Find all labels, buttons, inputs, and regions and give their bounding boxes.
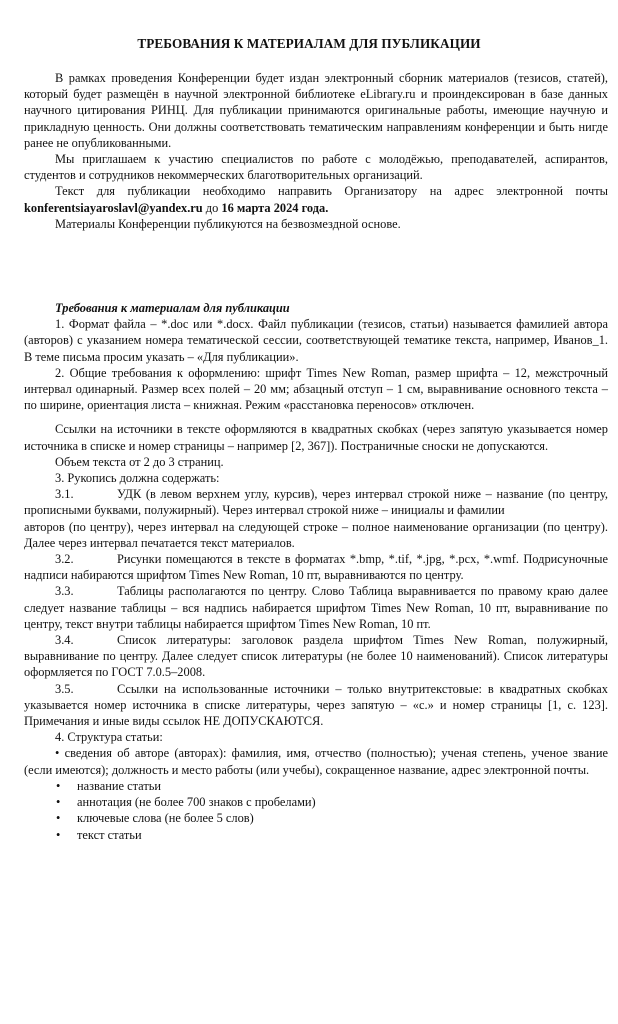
intro-paragraph-conference: В рамках проведения Конференции будет издан электронный сборник материалов (тезисов, статей), который будет размещён в научной электронной библиотеке eLibrary.ru и проиндексирован в базе данных научного цитирования РИНЦ. Для публикации принимаются оригинальные работы, имеющие научную и прикладную ценность. Они должны соответствовать тематическим направлениям конференции и быть нигде ранее не опубликованными. [24, 71, 608, 150]
list-item: • текст статьи [24, 827, 608, 843]
structure-bullet-list [24, 778, 608, 843]
document-title: ТРЕБОВАНИЯ К МАТЕРИАЛАМ ДЛЯ ПУБЛИКАЦИИ [137, 36, 481, 51]
deadline-date: 16 марта 2024 года. [221, 200, 329, 215]
subsection-3-3-number: 3.3. [55, 584, 74, 599]
email-address[interactable]: konferentsiayaroslavl@yandex.ru [24, 200, 203, 215]
subsection-3-2-number: 3.2. [55, 552, 74, 567]
subsection-3-5 [24, 681, 608, 730]
subsection-3-2-text: Рисунки помещаются в тексте в форматах *.bmp, *.tif, *.jpg, *.pcx, *.wmf. Подрисуночные надписи набираются шрифтом Times New Roman, 10 пт, выравниваются по центру. [24, 552, 608, 583]
submission-text: Текст для публикации необходимо направить Организатору на адрес электронной почты [55, 184, 608, 199]
subsection-3-1-number: 3.1. [55, 487, 74, 502]
subsection-3-2 [24, 551, 608, 583]
subsection-3-4-number: 3.4. [55, 633, 74, 648]
subsection-3-5-number: 3.5. [55, 681, 74, 696]
subsection-3-1 [24, 486, 608, 518]
subsection-3-3 [24, 583, 608, 632]
intro-paragraph-invitation: Мы приглашаем к участию специалистов по работе с молодёжью, преподавателей, аспирантов, студентов и сотрудников некоммерческих благотворительных организаций. [24, 152, 608, 183]
subsection-3-4-text: Список литературы: заголовок раздела шрифтом Times New Roman, полужирный, выравнивание по центру. Далее следует список литературы (не более 10 наименований). Список литературы оформляется по ГОСТ 7.0.5–2008. [24, 633, 608, 680]
subsection-3-5-text: Ссылки на использованные источники – только внутритекстовые: в квадратных скобках указывается номер источника в списке литературы, через запятую – «с.» и номер страницы [1, с. 123]. Примечания и иные виды ссылок НЕ ДОПУСКАЮТСЯ. [24, 681, 608, 729]
requirements-section [24, 300, 608, 843]
structure-author-info: • сведения об авторе (авторах): фамилия, имя, отчество (полностью); ученая степень, ученое звание (если имеются); должность и место работы (или учебы), сокращенное название, адрес электронной почты. [24, 746, 608, 777]
requirement-references: Ссылки на источники в тексте оформляются в квадратных скобках (через запятую указывается номер источника в списке и номер страницы – например [2, 367]). Постраничные сноски не допускаются. [24, 422, 608, 453]
subsection-3-4 [24, 632, 608, 681]
requirement-structure: 4. Структура статьи: [55, 730, 163, 745]
intro-section [24, 70, 608, 232]
subsection-3-3-text: Таблицы располагаются по центру. Слово Таблица выравнивается по правому краю далее следует название таблицы – вся надпись набирается шрифтом Times New Roman, 10 пт, выравнивание по центру, текст внутри таблицы набирается шрифтом Times New Roman, 10 пт. [24, 584, 608, 631]
subsection-3-1-text: УДК (в левом верхнем углу, курсив), через интервал строкой ниже – название (по центру, прописными буквами, полужирный). Через интервал строкой ниже – инициалы и фамилии [24, 487, 608, 518]
requirement-volume: Объем текста от 2 до 3 страниц. [55, 454, 224, 469]
submission-until: до [202, 200, 222, 215]
requirement-formatting: 2. Общие требования к оформлению: шрифт Times New Roman, размер шрифта – 12, межстрочный интервал одинарный. Размер всех полей – 20 мм; абзацный отступ – 1 см, выравнивание основного текста – по ширине, ориентация листа – книжная. Режим «расстановка переносов» отключен. [24, 365, 608, 413]
requirement-file-format: 1. Формат файла – *.doc или *.docx. Файл публикации (тезисов, статьи) называется фамилией автора (авторов) с указанием номера тематической сессии, соответствующей тематике текста, например, Иванов_1. В теме письма просим указать – «Для публикации». [24, 317, 608, 364]
requirements-heading: Требования к материалам для публикации [55, 301, 290, 315]
list-item: • аннотация (не более 700 знаков с пробелами) [24, 794, 608, 810]
requirement-manuscript: 3. Рукопись должна содержать: [55, 471, 220, 486]
list-item: • ключевые слова (не более 5 слов) [24, 810, 608, 826]
intro-paragraph-free: Материалы Конференции публикуются на безвозмездной основе. [55, 216, 401, 231]
subsection-3-1-continued: авторов (по центру), через интервал на следующей строке – полное наименование организации (по центру). Далее через интервал печатается текст материалов. [24, 519, 608, 550]
list-item: • название статьи [24, 778, 608, 794]
intro-paragraph-submission [24, 183, 608, 215]
